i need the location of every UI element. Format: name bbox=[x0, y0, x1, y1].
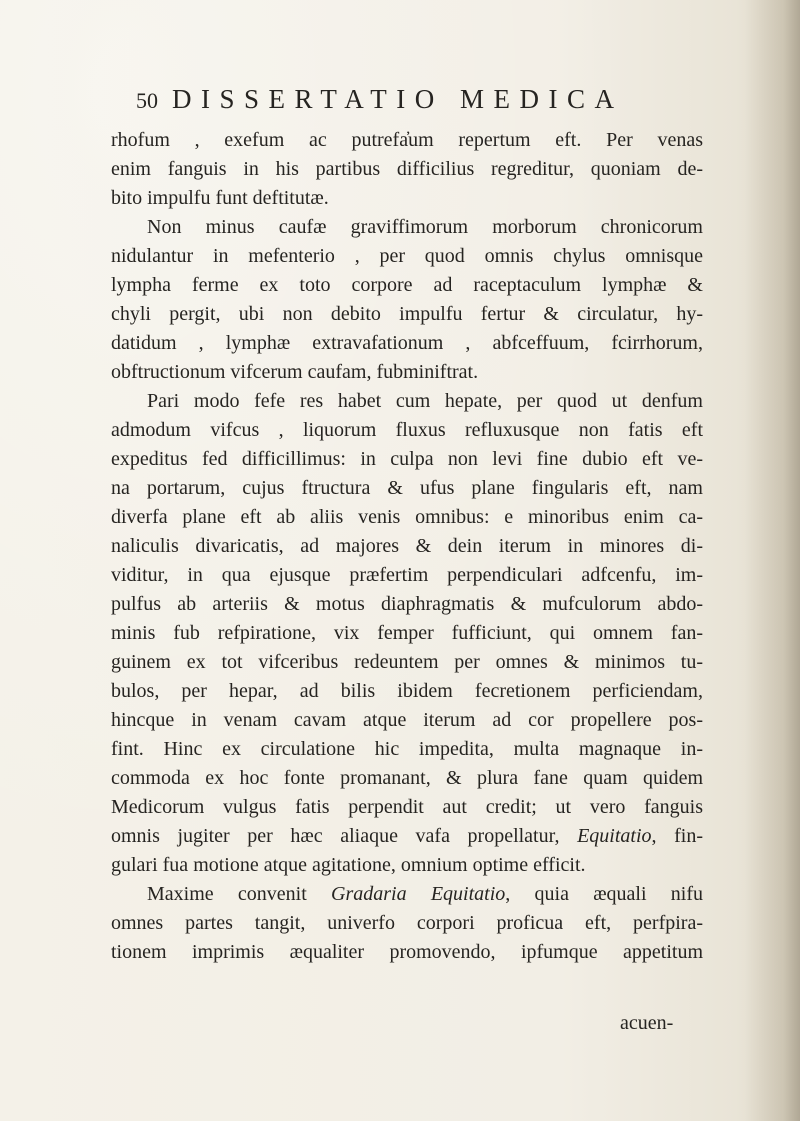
text-line: expeditus fed difficillimus: in culpa non levi fine dubio eft ve- bbox=[111, 448, 703, 470]
text-line: diverfa plane eft ab aliis venis omnibus: e minoribus enim ca- bbox=[111, 506, 703, 528]
text-line: minis fub refpiratione, vix femper fufficiunt, qui omnem fan- bbox=[111, 622, 703, 644]
running-head bbox=[136, 84, 696, 120]
text-line: na portarum, cujus ftructura & ufus plane fingularis eft, nam bbox=[111, 477, 703, 499]
text-line: enim fanguis in his partibus difficilius regreditur, quoniam de- bbox=[111, 158, 703, 180]
text-line: datidum , lymphæ extravafationum , abfceffuum, fcirrhorum, bbox=[111, 332, 703, 354]
text-line: obftructionum vifcerum caufam, fubminiftrat. bbox=[111, 361, 479, 383]
page-edge-shadow bbox=[745, 0, 800, 1121]
text-line: Non minus caufæ graviffimorum morborum chronicorum bbox=[147, 216, 703, 238]
text-line: rhofum , exefum ac putrefa̓um repertum eft. Per venas bbox=[111, 129, 703, 151]
text-line: admodum vifcus , liquorum fluxus refluxusque non fatis eft bbox=[111, 419, 703, 441]
text-line: bulos, per hepar, ad bilis ibidem fecretionem perficiendam, bbox=[111, 680, 703, 702]
text-line: fint. Hinc ex circulatione hic impedita, multa magnaque in- bbox=[111, 738, 703, 760]
page-number: 50 bbox=[136, 88, 158, 113]
text-line: tionem imprimis æqualiter promovendo, ipfumque appetitum bbox=[111, 941, 703, 963]
text-line: Pari modo fefe res habet cum hepate, per quod ut denfum bbox=[147, 390, 703, 412]
text-line: chyli pergit, ubi non debito impulfu fertur & circulatur, hy- bbox=[111, 303, 703, 325]
running-title: DISSERTATIO MEDICA bbox=[172, 84, 624, 114]
text-line: bito impulfu funt deftitutæ. bbox=[111, 187, 329, 209]
text-line: nidulantur in mefenterio , per quod omnis chylus omnisque bbox=[111, 245, 703, 267]
text-line: lympha ferme ex toto corpore ad raceptaculum lymphæ & bbox=[111, 274, 703, 296]
text-line: pulfus ab arteriis & motus diaphragmatis & mufculorum abdo- bbox=[111, 593, 703, 615]
body-text bbox=[111, 126, 703, 1106]
text-line: Maxime convenit Gradaria Equitatio, quia æquali nifu bbox=[147, 883, 703, 905]
text-line: Medicorum vulgus fatis perpendit aut credit; ut vero fanguis bbox=[111, 796, 703, 818]
text-line: naliculis divaricatis, ad majores & dein iterum in minores di- bbox=[111, 535, 703, 557]
text-line: gulari fua motione atque agitatione, omnium optime efficit. bbox=[111, 854, 586, 876]
text-line: commoda ex hoc fonte promanant, & plura fane quam quidem bbox=[111, 767, 703, 789]
text-line: guinem ex tot vifceribus redeuntem per omnes & minimos tu- bbox=[111, 651, 703, 673]
text-line: omnes partes tangit, univerfo corpori proficua eft, perfpira- bbox=[111, 912, 703, 934]
text-line: hincque in venam cavam atque iterum ad cor propellere pos- bbox=[111, 709, 703, 731]
text-line: viditur, in qua ejusque præfertim perpendiculari adfcenfu, im- bbox=[111, 564, 703, 586]
catchword: acuen- bbox=[620, 1012, 674, 1034]
text-line: omnis jugiter per hæc aliaque vafa propellatur, Equitatio, fin- bbox=[111, 825, 703, 847]
